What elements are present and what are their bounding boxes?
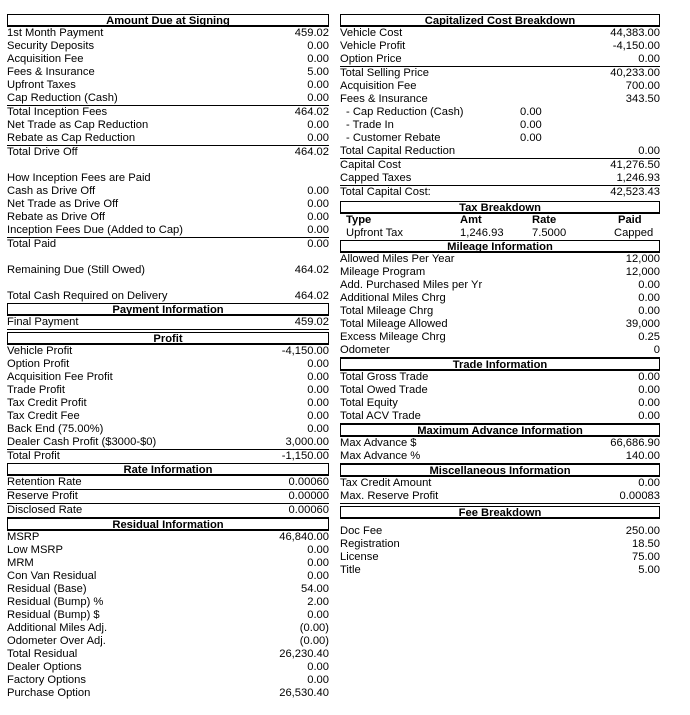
row-label: Vehicle Profit <box>7 345 73 357</box>
table-row <box>340 253 660 266</box>
table-row <box>7 358 329 371</box>
table-row <box>7 316 329 330</box>
row-value: 0.00 <box>307 544 329 556</box>
sub-row <box>340 106 660 119</box>
payment-list <box>7 316 329 330</box>
row-value: 0.00000 <box>288 490 329 502</box>
row-label: Total Inception Fees <box>7 106 108 118</box>
table-row <box>7 648 329 661</box>
table-row <box>340 80 660 93</box>
sub-row-value: 0.00 <box>520 132 542 144</box>
table-row <box>7 27 329 40</box>
row-value: 12,000 <box>625 266 660 278</box>
residual-header: Residual Information <box>7 518 329 531</box>
row-label: Residual (Base) <box>7 583 87 595</box>
row-label: Option Profit <box>7 358 70 370</box>
row-value: 40,233.00 <box>610 67 660 79</box>
total-cash-row: Total Cash Required on Delivery 464.02 <box>7 290 329 302</box>
row-value: 0.00 <box>307 198 329 210</box>
fees-list <box>340 525 660 577</box>
row-value: (0.00) <box>299 635 329 647</box>
row-label: MRM <box>7 557 34 569</box>
row-label: Residual (Bump) $ <box>7 609 100 621</box>
sub-row-label: - Cap Reduction (Cash) <box>346 106 464 118</box>
row-label: Additional Miles Adj. <box>7 622 108 634</box>
row-value: -1,150.00 <box>281 450 329 462</box>
row-value: (0.00) <box>299 622 329 634</box>
trade-header: Trade Information <box>340 358 660 371</box>
row-label: Total Mileage Chrg <box>340 305 434 317</box>
row-label: Total Gross Trade <box>340 371 429 383</box>
row-label: Total Mileage Allowed <box>340 318 448 330</box>
row-value: 0.00 <box>307 92 329 104</box>
mileage-list <box>340 253 660 358</box>
row-value: 0.00 <box>638 477 660 489</box>
row-label: Disclosed Rate <box>7 504 83 516</box>
table-row <box>7 119 329 132</box>
row-value: 700.00 <box>625 80 660 92</box>
amount-due-list <box>7 27 329 159</box>
cap-cost-list <box>340 27 660 106</box>
row-value: 0.00 <box>307 132 329 144</box>
row-label: MSRP <box>7 531 40 543</box>
row-value: -4,150.00 <box>281 345 329 357</box>
table-row <box>340 410 660 424</box>
mileage-header: Mileage Information <box>340 240 660 253</box>
table-row <box>340 186 660 199</box>
row-label: Total Capital Cost: <box>340 186 431 198</box>
row-label: Vehicle Profit <box>340 40 406 52</box>
table-row <box>340 477 660 490</box>
tax-header: Tax Breakdown <box>340 201 660 214</box>
row-value: 464.02 <box>294 106 329 118</box>
row-label: Title <box>340 564 361 576</box>
row-value: 0.00 <box>307 358 329 370</box>
row-label: Total Selling Price <box>340 67 429 79</box>
row-label: License <box>340 551 379 563</box>
table-row <box>7 504 329 518</box>
payment-header: Payment Information <box>7 303 329 316</box>
row-value: 0.00 <box>307 384 329 396</box>
row-label: Total Owed Trade <box>340 384 428 396</box>
table-row <box>340 344 660 358</box>
row-value: 0.00060 <box>288 504 329 516</box>
row-value: 39,000 <box>625 318 660 330</box>
row-label: Inception Fees Due (Added to Cap) <box>7 224 183 236</box>
cap-cost-header: Capitalized Cost Breakdown <box>340 14 660 27</box>
table-row <box>340 371 660 384</box>
row-label: Tax Credit Amount <box>340 477 432 489</box>
table-row <box>7 397 329 410</box>
row-label: Net Trade as Cap Reduction <box>7 119 149 131</box>
row-value: 0.00 <box>307 397 329 409</box>
table-row <box>7 531 329 544</box>
table-row <box>7 345 329 358</box>
table-row <box>7 106 329 119</box>
table-row <box>340 266 660 279</box>
table-row <box>340 331 660 344</box>
row-value: 0.00 <box>307 557 329 569</box>
row-label: Net Trade as Drive Off <box>7 198 119 210</box>
row-label: Total ACV Trade <box>340 410 421 422</box>
row-label: Purchase Option <box>7 687 91 699</box>
fees-header: Fee Breakdown <box>340 506 660 519</box>
row-value: 75.00 <box>632 551 660 563</box>
table-row <box>7 410 329 423</box>
table-row <box>7 53 329 66</box>
row-value: 0 <box>653 344 660 356</box>
table-row <box>7 185 329 198</box>
row-value: 0.00 <box>307 224 329 236</box>
row-label: Cash as Drive Off <box>7 185 96 197</box>
table-row <box>340 279 660 292</box>
table-row <box>7 490 329 504</box>
row-label: Reserve Profit <box>7 490 78 502</box>
row-label: Vehicle Cost <box>340 27 403 39</box>
row-value: 0.00 <box>638 384 660 396</box>
table-row <box>7 596 329 609</box>
row-value: 5.00 <box>638 564 660 576</box>
misc-list <box>340 477 660 504</box>
row-label: Option Price <box>340 53 402 65</box>
sub-row-label: - Customer Rebate <box>346 132 441 144</box>
row-label: Trade Profit <box>7 384 66 396</box>
row-value: 44,383.00 <box>610 27 660 39</box>
table-row <box>340 292 660 305</box>
row-value: 42,523.43 <box>610 186 660 198</box>
row-label: Rebate as Drive Off <box>7 211 106 223</box>
row-label: Allowed Miles Per Year <box>340 253 455 265</box>
row-value: 0.00 <box>307 661 329 673</box>
sub-row-label: - Trade In <box>346 119 394 131</box>
tax-row: Upfront Tax 1,246.93 7.5000 Capped <box>346 227 654 239</box>
row-value: 0.00 <box>638 371 660 383</box>
row-label: Tax Credit Profit <box>7 397 87 409</box>
row-value: 0.00083 <box>619 490 660 502</box>
table-row <box>340 145 660 159</box>
table-row <box>340 551 660 564</box>
row-label: Tax Credit Fee <box>7 410 80 422</box>
table-row <box>7 384 329 397</box>
table-row <box>340 437 660 450</box>
table-row <box>7 371 329 384</box>
table-row <box>340 564 660 577</box>
table-row <box>7 79 329 92</box>
row-label: Security Deposits <box>7 40 95 52</box>
row-label: Max. Reserve Profit <box>340 490 439 502</box>
row-value: 0.00 <box>307 40 329 52</box>
row-label: Mileage Program <box>340 266 426 278</box>
row-value: 26,530.40 <box>279 687 329 699</box>
row-label: Cap Reduction (Cash) <box>7 92 118 104</box>
row-value: 18.50 <box>632 538 660 550</box>
row-label: 1st Month Payment <box>7 27 104 39</box>
row-value: 459.02 <box>294 27 329 39</box>
table-row <box>7 224 329 238</box>
row-value: 459.02 <box>294 316 329 328</box>
row-value: 464.02 <box>294 146 329 158</box>
cap-tail-list <box>340 145 660 199</box>
table-row <box>7 544 329 557</box>
table-row <box>7 198 329 211</box>
row-label: Residual (Bump) % <box>7 596 104 608</box>
row-value: 5.00 <box>307 66 329 78</box>
left-column <box>7 0 329 700</box>
sub-row <box>340 119 660 132</box>
right-column <box>340 0 660 577</box>
row-value: 0.00 <box>307 609 329 621</box>
row-value: 0.00 <box>638 145 660 157</box>
table-row <box>7 661 329 674</box>
row-label: Max Advance % <box>340 450 421 462</box>
paid-list <box>7 185 329 251</box>
table-row <box>7 132 329 146</box>
sub-row-value: 0.00 <box>520 106 542 118</box>
row-label: Back End (75.00%) <box>7 423 104 435</box>
row-label: Total Profit <box>7 450 60 462</box>
row-value: 343.50 <box>625 93 660 105</box>
row-value: -4,150.00 <box>612 40 660 52</box>
table-row <box>7 583 329 596</box>
row-value: 0.00 <box>638 292 660 304</box>
row-value: 0.00 <box>638 397 660 409</box>
sub-row <box>340 132 660 145</box>
row-label: Acquisition Fee <box>7 53 84 65</box>
row-label: Add. Purchased Miles per Yr <box>340 279 483 291</box>
row-label: Acquisition Fee <box>340 80 417 92</box>
table-row <box>7 423 329 436</box>
tax-header-row: Type Amt Rate Paid <box>346 214 642 226</box>
misc-header: Miscellaneous Information <box>340 464 660 477</box>
row-label: Dealer Options <box>7 661 82 673</box>
table-row <box>7 436 329 450</box>
row-value: 0.00 <box>307 238 329 250</box>
table-row <box>340 93 660 106</box>
row-label: Max Advance $ <box>340 437 417 449</box>
row-label: Registration <box>340 538 400 550</box>
row-value: 0.00 <box>307 570 329 582</box>
row-label: Retention Rate <box>7 476 82 488</box>
row-value: 0.00 <box>638 305 660 317</box>
row-value: 46,840.00 <box>279 531 329 543</box>
row-value: 12,000 <box>625 253 660 265</box>
cap-sub-list <box>340 106 660 145</box>
table-row <box>7 450 329 463</box>
row-value: 54.00 <box>301 583 329 595</box>
row-value: 0.00 <box>307 410 329 422</box>
table-row <box>340 490 660 504</box>
row-value: 0.00060 <box>288 476 329 488</box>
row-label: Final Payment <box>7 316 79 328</box>
rate-header: Rate Information <box>7 463 329 476</box>
row-value: 0.00 <box>307 423 329 435</box>
table-row <box>340 159 660 172</box>
table-row <box>340 305 660 318</box>
row-label: Con Van Residual <box>7 570 97 582</box>
remaining-row: Remaining Due (Still Owed) 464.02 <box>7 264 329 276</box>
table-row <box>340 384 660 397</box>
table-row <box>7 674 329 687</box>
amount-due-header: Amount Due at Signing <box>7 14 329 27</box>
row-label: Odometer Over Adj. <box>7 635 106 647</box>
row-value: 66,686.90 <box>610 437 660 449</box>
residual-list <box>7 531 329 700</box>
row-value: 0.00 <box>307 371 329 383</box>
row-value: 0.00 <box>307 674 329 686</box>
row-value: 250.00 <box>625 525 660 537</box>
row-label: Capped Taxes <box>340 172 412 184</box>
paid-title-row <box>7 172 329 185</box>
row-value: 0.00 <box>307 79 329 91</box>
row-label: Doc Fee <box>340 525 383 537</box>
table-row <box>7 570 329 583</box>
table-row <box>7 609 329 622</box>
profit-list <box>7 345 329 463</box>
row-label: Excess Mileage Chrg <box>340 331 446 343</box>
row-label: Capital Cost <box>340 159 401 171</box>
row-label: Rebate as Cap Reduction <box>7 132 136 144</box>
table-row <box>340 53 660 67</box>
row-label: Acquisition Fee Profit <box>7 371 113 383</box>
row-value: 2.00 <box>307 596 329 608</box>
row-value: 0.00 <box>307 119 329 131</box>
row-value: 0.25 <box>638 331 660 343</box>
paid-title: How Inception Fees are Paid <box>7 172 151 184</box>
row-label: Fees & Insurance <box>340 93 428 105</box>
rate-list <box>7 476 329 518</box>
row-label: Total Paid <box>7 238 57 250</box>
max-advance-list <box>340 437 660 464</box>
table-row <box>7 687 329 700</box>
row-label: Total Drive Off <box>7 146 78 158</box>
max-advance-header: Maximum Advance Information <box>340 424 660 437</box>
row-value: 3,000.00 <box>285 436 329 448</box>
row-label: Upfront Taxes <box>7 79 76 91</box>
row-label: Factory Options <box>7 674 86 686</box>
row-label: Fees & Insurance <box>7 66 95 78</box>
table-row <box>340 450 660 464</box>
profit-header: Profit <box>7 332 329 345</box>
row-label: Total Equity <box>340 397 398 409</box>
row-label: Odometer <box>340 344 390 356</box>
table-row <box>340 40 660 53</box>
table-row <box>7 211 329 224</box>
trade-list <box>340 371 660 424</box>
row-label: Total Capital Reduction <box>340 145 456 157</box>
table-row <box>7 557 329 570</box>
row-label: Additional Miles Chrg <box>340 292 446 304</box>
row-label: Total Residual <box>7 648 78 660</box>
row-value: 140.00 <box>625 450 660 462</box>
table-row <box>340 525 660 538</box>
table-row <box>7 92 329 106</box>
row-value: 41,276.50 <box>610 159 660 171</box>
row-value: 0.00 <box>638 53 660 65</box>
table-row <box>7 622 329 635</box>
row-value: 26,230.40 <box>279 648 329 660</box>
row-value: 0.00 <box>307 185 329 197</box>
row-value: 0.00 <box>638 410 660 422</box>
table-row <box>7 476 329 490</box>
row-label: Dealer Cash Profit ($3000-$0) <box>7 436 157 448</box>
table-row <box>7 635 329 648</box>
table-row <box>340 67 660 80</box>
table-row <box>340 318 660 331</box>
row-value: 0.00 <box>307 53 329 65</box>
row-value: 0.00 <box>638 279 660 291</box>
table-row <box>340 538 660 551</box>
table-row <box>340 397 660 410</box>
table-row <box>340 172 660 186</box>
table-row <box>7 40 329 53</box>
sub-row-value: 0.00 <box>520 119 542 131</box>
table-row <box>340 27 660 40</box>
table-row <box>7 146 329 159</box>
row-value: 0.00 <box>307 211 329 223</box>
row-value: 1,246.93 <box>616 172 660 184</box>
row-label: Low MSRP <box>7 544 63 556</box>
table-row <box>7 66 329 79</box>
table-row <box>7 238 329 251</box>
